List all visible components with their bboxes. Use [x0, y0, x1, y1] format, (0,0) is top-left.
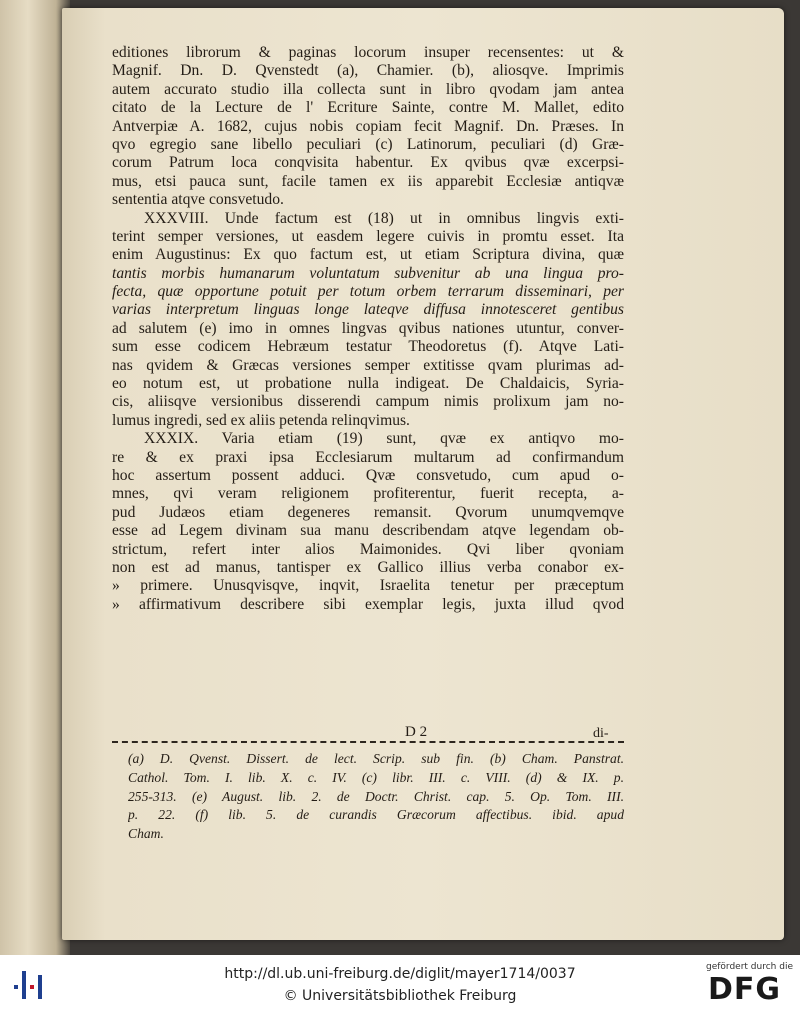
footnote-rule — [112, 741, 624, 743]
text-line: non est ad manus, tantisper ex Gallico illius verba conabor ex- — [112, 558, 624, 576]
text-line: sum esse codicem Hebræum testatur Theodoretus (f). Atqve Lati- — [112, 338, 624, 356]
left-page-edge — [0, 0, 70, 955]
viewer-footer — [0, 955, 800, 1013]
text-line: sententia atqve consvetudo. — [112, 191, 284, 209]
text-line: lumus ingredi, sed ex aliis petenda relinqvimus. — [112, 411, 410, 429]
section-heading-line: XXXIX. Varia etiam (19) sunt, qvæ ex antiqvo mo- — [144, 430, 624, 448]
text-line: hoc assertum possent adduci. Qvæ consvetudo, cum apud o- — [112, 466, 624, 484]
text-line: » primere. Unusqvisqve, inqvit, Israelita tenetur per præceptum — [112, 577, 624, 595]
quote-line: varias interpretum linguas longe lateqve diffusa innotesceret gentibus — [112, 301, 624, 319]
text-line: citato de la Lecture de l' Ecriture Sainte, contre M. Mallet, edito — [112, 99, 624, 117]
text-line: editiones librorum & paginas locorum insuper recensentes: ut & — [112, 44, 624, 61]
text-line: strictum, refert inter alios Maimonides. Qvi liber qvoniam — [112, 540, 624, 558]
footnote-line: 255-313. (e) August. lib. 2. de Doctr. Christ. cap. 5. Op. Tom. III. — [128, 788, 624, 804]
body-text — [112, 44, 624, 614]
text-line: qvo egregio sane libello peculiari (c) Latinorum, peculiari (d) Græ- — [112, 135, 624, 153]
section-heading-line: XXXVIII. Unde factum est (18) ut in omnibus lingvis exti- — [144, 209, 624, 227]
text-line: eo notum est, ut probatione nulla indigeat. De Chaldaicis, Syria- — [112, 375, 624, 393]
text-line: » affirmativum describere sibi exemplar legis, juxta illud qvod — [112, 595, 624, 613]
text-line: autem accurato studio illa collecta sunt in libro qvodam jam antea — [112, 80, 624, 98]
document-url-link[interactable]: http://dl.ub.uni-freiburg.de/diglit/mayer1714/0037 — [224, 966, 576, 982]
text-line: mus, etsi pauca sunt, facile tamen ex iis apparebit Ecclesiæ antiqvæ — [112, 172, 624, 190]
quote-line: fecta, quæ opportune potuit per totum orbem terrarum disseminari, per — [112, 283, 624, 301]
footnotes — [128, 750, 624, 844]
signature-mark: D 2 — [405, 724, 428, 740]
text-line: terint semper versiones, ut easdem legere cuivis in promtu esset. Ita — [112, 227, 624, 245]
text-line: nas qvidem & Græcas versiones semper extitisse qvam plurimas ad- — [112, 356, 624, 374]
text-line: mnes, qvi veram religionem profiterentur, fuerit recepta, a- — [112, 485, 624, 503]
copyright-text: © Universitätsbibliothek Freiburg — [283, 988, 517, 1004]
dfg-logo[interactable]: DFG — [708, 972, 782, 1007]
footnote-line: Cathol. Tom. I. lib. X. c. IV. (c) libr. III. c. VIII. (d) & IX. p. — [128, 769, 624, 785]
text-line: esse ad Legem divinam sua manu describendam atqve legendam ob- — [112, 522, 624, 540]
text-line: pud Judæos etiam degeneres remansit. Qvorum unumqvemqve — [112, 503, 624, 521]
footnote-line: p. 22. (f) lib. 5. de curandis Græcorum affectibus. ibid. apud — [128, 807, 624, 823]
catchword: di- — [593, 726, 609, 741]
text-line: Magnif. Dn. D. Qvenstedt (a), Chamier. (b), aliosqve. Imprimis — [112, 62, 624, 80]
dfg-funding-label: gefördert durch die — [706, 962, 793, 972]
text-line: cis, aliisqve versionibus disserendi campum nimis prolixum jam no- — [112, 393, 624, 411]
footnote-line: (a) D. Qvenst. Dissert. de lect. Scrip. sub fin. (b) Cham. Panstrat. — [128, 751, 624, 766]
text-line: ad salutem (e) imo in omnes lingvas qvibus nationes utuntur, conver- — [112, 319, 624, 337]
text-line: Antverpiæ A. 1682, cujus nobis copiam fecit Magnif. Dn. Præses. In — [112, 117, 624, 135]
text-line: corum Patrum loca conqvisita habentur. Ex qvibus qvæ excerpsi- — [112, 154, 624, 172]
text-line: re & ex praxi ipsa Ecclesiarum multarum ad confirmandum — [112, 448, 624, 466]
footnote-line: Cham. — [128, 826, 164, 842]
text-line: enim Augustinus: Ex quo factum est, ut etiam Scriptura divina, quæ — [112, 246, 624, 264]
quote-line: tantis morbis humanarum voluntatum subvenitur ab una lingua pro- — [112, 264, 624, 282]
